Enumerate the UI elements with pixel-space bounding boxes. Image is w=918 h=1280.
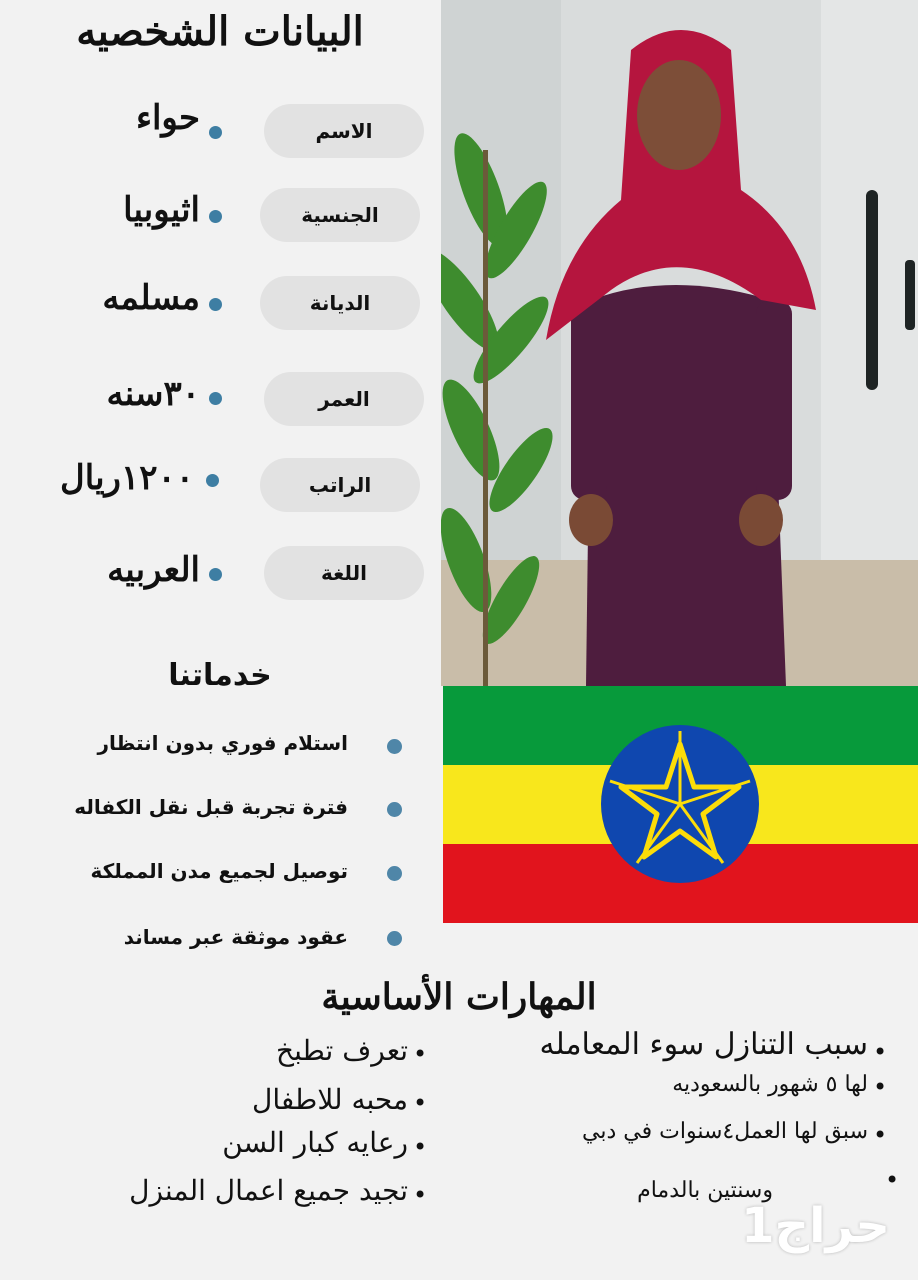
info-row-age — [0, 372, 440, 430]
bullet-dot: • — [873, 1121, 888, 1149]
info-row-religion — [0, 276, 440, 334]
bullet-dot — [209, 568, 222, 581]
page-title: البيانات الشخصيه — [76, 8, 364, 55]
watermark-logo: حراج1 — [741, 1198, 890, 1254]
value-salary: ١٢٠٠ريال — [60, 458, 194, 498]
bullet-dot: • — [413, 1089, 428, 1117]
bullet-dot — [387, 866, 402, 881]
skill-item: سبق لها العمل٤سنوات في دبي — [582, 1119, 868, 1144]
bullet-dot — [209, 392, 222, 405]
bullet-dot: • — [413, 1181, 428, 1209]
skill-item: سبب التنازل سوء المعامله — [539, 1027, 868, 1062]
value-age: ٣٠سنه — [106, 374, 200, 414]
value-nationality: اثيوبيا — [123, 190, 200, 230]
service-item: فترة تجربة قبل نقل الكفاله — [74, 795, 348, 819]
bullet-dot: • — [413, 1040, 428, 1068]
label-pill: العمر — [264, 372, 424, 426]
skill-item: تجيد جميع اعمال المنزل — [129, 1174, 408, 1207]
bullet-dot: • — [873, 1038, 888, 1066]
skill-item: وسنتين بالدمام — [637, 1178, 773, 1203]
service-item: عقود موثقة عبر مساند — [123, 925, 348, 949]
label-pill: الديانة — [260, 276, 420, 330]
photo-illustration — [441, 0, 918, 686]
info-row-language — [0, 546, 440, 604]
bullet-dot — [387, 931, 402, 946]
bullet-dot — [387, 739, 402, 754]
skills-title: المهارات الأساسية — [321, 976, 597, 1018]
value-religion: مسلمه — [102, 278, 200, 318]
worker-photo — [441, 0, 918, 686]
skill-item: تعرف تطبخ — [276, 1034, 408, 1067]
skill-item: رعايه كبار السن — [222, 1126, 408, 1159]
bullet-dot — [206, 474, 219, 487]
ethiopia-flag-icon — [443, 686, 918, 923]
info-row-nationality — [0, 188, 440, 246]
label-pill: الراتب — [260, 458, 420, 512]
services-title: خدماتنا — [168, 658, 272, 693]
bullet-dot — [209, 298, 222, 311]
bullet-dot — [209, 126, 222, 139]
bullet-dot: • — [873, 1073, 888, 1101]
bullet-dot — [387, 802, 402, 817]
label-pill: اللغة — [264, 546, 424, 600]
bullet-dot — [209, 210, 222, 223]
bullet-dot: • — [885, 1166, 900, 1194]
service-item: توصيل لجميع مدن المملكة — [90, 859, 348, 883]
label-pill: الاسم — [264, 104, 424, 158]
bullet-dot: • — [413, 1133, 428, 1161]
value-language: العربيه — [107, 550, 200, 590]
skill-item: محبه للاطفال — [252, 1083, 408, 1116]
skill-item: لها ٥ شهور بالسعوديه — [672, 1072, 868, 1097]
value-name: حواء — [135, 98, 200, 138]
info-row-name — [0, 98, 440, 162]
service-item: استلام فوري بدون انتظار — [97, 731, 348, 755]
info-row-salary — [0, 458, 440, 516]
label-pill: الجنسية — [260, 188, 420, 242]
